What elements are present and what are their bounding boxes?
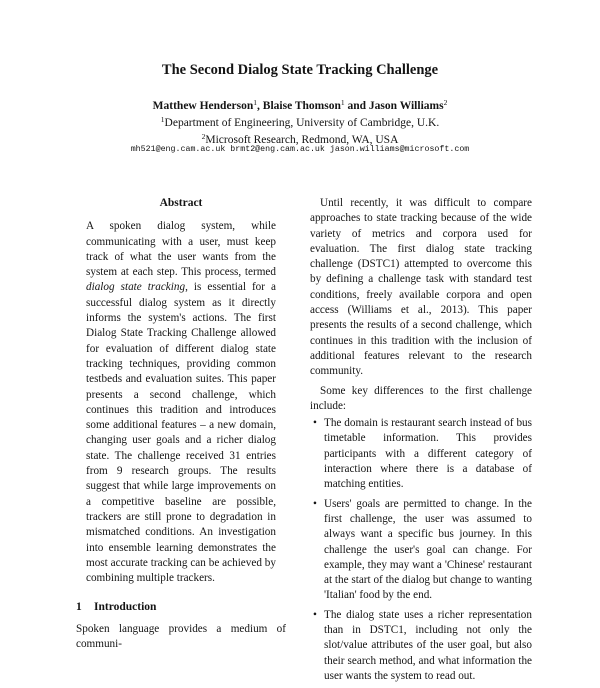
list-item bbox=[310, 608, 532, 684]
author-separator: , bbox=[257, 100, 263, 112]
abstract-heading: Abstract bbox=[159, 197, 203, 209]
abstract-term: dialog state tracking bbox=[86, 281, 186, 294]
section-number: 1 bbox=[76, 601, 82, 614]
author-name: Matthew Henderson bbox=[152, 100, 254, 112]
left-column bbox=[76, 196, 286, 652]
difference-list bbox=[310, 416, 532, 684]
affiliation-line bbox=[0, 113, 600, 130]
body-paragraph: Some key differences to the first challenge include: bbox=[310, 384, 532, 412]
affiliation-marker: 1 bbox=[160, 115, 165, 124]
abstract-text bbox=[76, 219, 286, 586]
list-item-text: The domain is restaurant search instead of bus timetable information. This provides participants with a different category of interaction where there is a database of matching entities. bbox=[324, 417, 532, 491]
author-block bbox=[0, 96, 600, 147]
section-title: Introduction bbox=[94, 601, 157, 614]
bullet-marker: • bbox=[313, 608, 317, 621]
bullet-marker: • bbox=[313, 497, 317, 510]
bullet-marker: • bbox=[313, 417, 317, 430]
section-heading bbox=[76, 600, 286, 615]
paper-title: The Second Dialog State Tracking Challenge bbox=[161, 62, 439, 78]
affiliation-text: Department of Engineering, University of Cambridge, U.K. bbox=[164, 117, 440, 129]
list-item bbox=[310, 497, 532, 604]
right-column bbox=[310, 196, 532, 688]
author-emails: mh521@eng.cam.ac.uk brmt2@eng.cam.ac.uk jason.williams@microsoft.com bbox=[130, 145, 470, 154]
list-item-text: Users' goals are permitted to change. In the first challenge, the user was assumed to always want a specific bus journey. In this challenge the user's goal can change. For example, they may want a 'Chinese' restaurant at the start of the dialog but change to wanting 'Italian' food by the end. bbox=[324, 497, 532, 602]
intro-text: Spoken language provides a medium of communi- bbox=[76, 622, 286, 651]
abstract-text-part: , is essential for a successful dialog system as it directly informs the system's actions. The first Dialog State Tracking Challenge allowed for evaluation of different dialog state tracking techniques, providing common testbeds and evaluation suites. This paper presents a second challenge, which continues this tradition and introduces some additional features – a new domain, changing user goals and a richer dialog state. The challenge received 31 entries from 9 research groups. The results suggest that while large improvements on a competitive baseline are possible, trackers are still prone to degradation in mismatched conditions. An investigation into ensemble learning demonstrates the most accurate tracking can be achieved by combining multiple trackers. bbox=[86, 281, 276, 585]
author-name: Jason Williams bbox=[368, 100, 444, 112]
list-item-text: The dialog state uses a richer representation than in DSTC1, including not only the slot/value attributes of the user goal, but also their search method, and what information the user wants the system to read out. bbox=[324, 608, 532, 682]
author-separator: and bbox=[344, 100, 369, 112]
author-name: Blaise Thomson bbox=[262, 100, 341, 112]
affiliation-text: Microsoft Research, Redmond, WA, USA bbox=[205, 134, 399, 146]
list-item bbox=[310, 416, 532, 492]
author-names bbox=[0, 96, 600, 113]
affiliation-marker: 1 bbox=[340, 98, 345, 107]
affiliation-marker: 2 bbox=[443, 98, 448, 107]
body-paragraph: Until recently, it was difficult to compare approaches to state tracking because of the wide variety of metrics and corpora used for evaluation. The first dialog state tracking challenge (DSTC1) attempted to overcome this by defining a challenge task with standard test conditions, freely available corpora and open access (Williams et al., 2013). This paper presents the results of a second challenge, which continues in this tradition with the inclusion of additional features relevant to the research community. bbox=[310, 197, 532, 378]
affiliation-marker: 2 bbox=[201, 132, 206, 141]
affiliation-marker: 1 bbox=[253, 98, 258, 107]
abstract-text-part: A spoken dialog system, while communicating with a user, must keep track of what the user wants from the system at each step. This process, termed bbox=[86, 220, 276, 279]
